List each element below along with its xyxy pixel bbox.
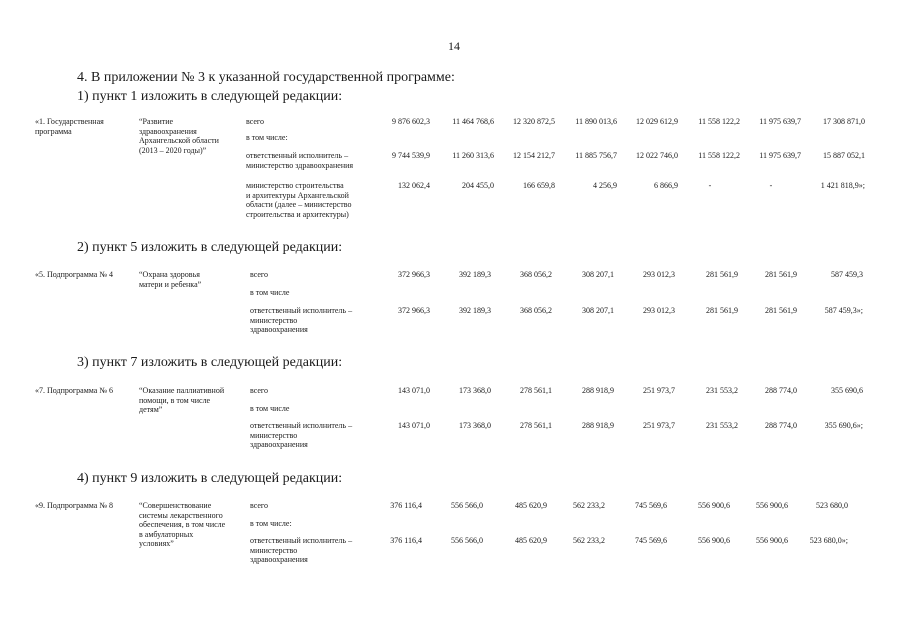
row-label: в том числе (250, 288, 290, 297)
value-cell: 12 022 746,0 (636, 151, 678, 160)
value-cell: 6 866,9 (654, 181, 678, 190)
value-cell: 231 553,2 (706, 421, 738, 430)
value-cell: 745 569,6 (635, 536, 667, 545)
value-cell: 308 207,1 (582, 270, 614, 279)
program-title: “Оказание паллиативной помощи, в том числе детям” (139, 386, 225, 414)
row-label: всего (250, 270, 269, 279)
value-cell: - (708, 181, 712, 190)
program-name: «9. Подпрограмма № 8 (35, 501, 113, 510)
value-cell: 372 966,3 (398, 270, 430, 279)
value-cell: 281 561,9 (765, 270, 797, 279)
value-cell: 556 900,6 (698, 536, 730, 545)
row-label: в том числе (250, 404, 290, 413)
value-cell: 11 885 756,7 (575, 151, 617, 160)
intro-line-1: 4. В приложении № 3 к указанной государственной программе: (77, 70, 455, 85)
value-cell: 251 973,7 (643, 421, 675, 430)
value-cell: 372 966,3 (398, 306, 430, 315)
value-cell: 11 260 313,6 (452, 151, 494, 160)
value-cell: 166 659,8 (523, 181, 555, 190)
section-heading: 4) пункт 9 изложить в следующей редакции: (77, 471, 343, 486)
section-heading: 3) пункт 7 изложить в следующей редакции: (77, 355, 343, 370)
row-label: в том числе: (250, 519, 292, 528)
value-cell: 485 620,9 (515, 501, 547, 510)
value-cell: 288 918,9 (582, 421, 614, 430)
value-cell: 1 421 818,9»; (820, 181, 865, 190)
value-cell: 278 561,1 (520, 386, 552, 395)
value-cell: 376 116,4 (390, 536, 422, 545)
value-cell: 11 975 639,7 (759, 117, 801, 126)
value-cell: 587 459,3 (831, 270, 863, 279)
intro-line-2: 1) пункт 1 изложить в следующей редакции: (77, 89, 343, 104)
program-title: “Совершенствование системы лекарственного обеспечения, в том числе в амбулаторных условиях” (139, 501, 226, 548)
value-cell: 281 561,9 (706, 306, 738, 315)
value-cell: 11 558 122,2 (698, 151, 740, 160)
value-cell: 281 561,9 (706, 270, 738, 279)
value-cell: 355 690,6 (831, 386, 863, 395)
value-cell: 562 233,2 (573, 501, 605, 510)
value-cell: 485 620,9 (515, 536, 547, 545)
value-cell: 15 887 052,1 (823, 151, 865, 160)
value-cell: 745 569,6 (635, 501, 667, 510)
value-cell: 231 553,2 (706, 386, 738, 395)
row-label: ответственный исполнитель – министерство здравоохранения (246, 151, 354, 170)
row-label: всего (250, 501, 269, 510)
value-cell: 376 116,4 (390, 501, 422, 510)
value-cell: 143 071,0 (398, 386, 430, 395)
value-cell: 288 918,9 (582, 386, 614, 395)
value-cell: 4 256,9 (593, 181, 617, 190)
value-cell: 173 368,0 (459, 421, 491, 430)
value-cell: 293 012,3 (643, 306, 675, 315)
row-label: ответственный исполнитель – министерство здравоохранения (250, 421, 353, 449)
program-name: «5. Подпрограмма № 4 (35, 270, 113, 279)
program-title: “Охрана здоровья матери и ребенка” (139, 270, 202, 289)
value-cell: 288 774,0 (765, 386, 797, 395)
row-label: министерство строительства и архитектуры Архангельской области (далее – министерство строительства и архитектуры) (246, 181, 352, 219)
value-cell: 11 464 768,6 (452, 117, 494, 126)
value-cell: 251 973,7 (643, 386, 675, 395)
program-title: “Развитие здравоохранения Архангельской области (2013 – 2020 годы)” (139, 117, 219, 155)
row-label: всего (250, 386, 269, 395)
value-cell: 355 690,6»; (824, 421, 863, 430)
value-cell: 12 029 612,9 (636, 117, 678, 126)
row-label: в том числе: (246, 133, 288, 142)
value-cell: 392 189,3 (459, 270, 491, 279)
value-cell: 12 320 872,5 (513, 117, 555, 126)
page-number: 14 (448, 39, 460, 53)
value-cell: 556 566,0 (451, 536, 483, 545)
value-cell: - (769, 181, 773, 190)
value-cell: 143 071,0 (398, 421, 430, 430)
value-cell: 368 056,2 (520, 270, 552, 279)
value-cell: 11 558 122,2 (698, 117, 740, 126)
value-cell: 368 056,2 (520, 306, 552, 315)
value-cell: 278 561,1 (520, 421, 552, 430)
value-cell: 173 368,0 (459, 386, 491, 395)
value-cell: 9 876 602,3 (392, 117, 430, 126)
value-cell: 523 680,0»; (809, 536, 848, 545)
row-label: ответственный исполнитель – министерство здравоохранения (250, 536, 353, 564)
section-heading: 2) пункт 5 изложить в следующей редакции: (77, 240, 343, 255)
value-cell: 293 012,3 (643, 270, 675, 279)
value-cell: 556 566,0 (451, 501, 483, 510)
program-name: «1. Государственная программа (35, 117, 104, 136)
value-cell: 392 189,3 (459, 306, 491, 315)
value-cell: 11 975 639,7 (759, 151, 801, 160)
value-cell: 281 561,9 (765, 306, 797, 315)
value-cell: 204 455,0 (462, 181, 494, 190)
value-cell: 587 459,3»; (824, 306, 863, 315)
value-cell: 523 680,0 (816, 501, 848, 510)
value-cell: 17 308 871,0 (823, 117, 865, 126)
program-name: «7. Подпрограмма № 6 (35, 386, 113, 395)
value-cell: 556 900,6 (698, 501, 730, 510)
value-cell: 556 900,6 (756, 501, 788, 510)
value-cell: 288 774,0 (765, 421, 797, 430)
row-label: ответственный исполнитель – министерство здравоохранения (250, 306, 353, 334)
value-cell: 308 207,1 (582, 306, 614, 315)
value-cell: 11 890 013,6 (575, 117, 617, 126)
value-cell: 562 233,2 (573, 536, 605, 545)
value-cell: 132 062,4 (398, 181, 430, 190)
value-cell: 9 744 539,9 (392, 151, 430, 160)
value-cell: 12 154 212,7 (513, 151, 555, 160)
row-label: всего (246, 117, 265, 126)
value-cell: 556 900,6 (756, 536, 788, 545)
